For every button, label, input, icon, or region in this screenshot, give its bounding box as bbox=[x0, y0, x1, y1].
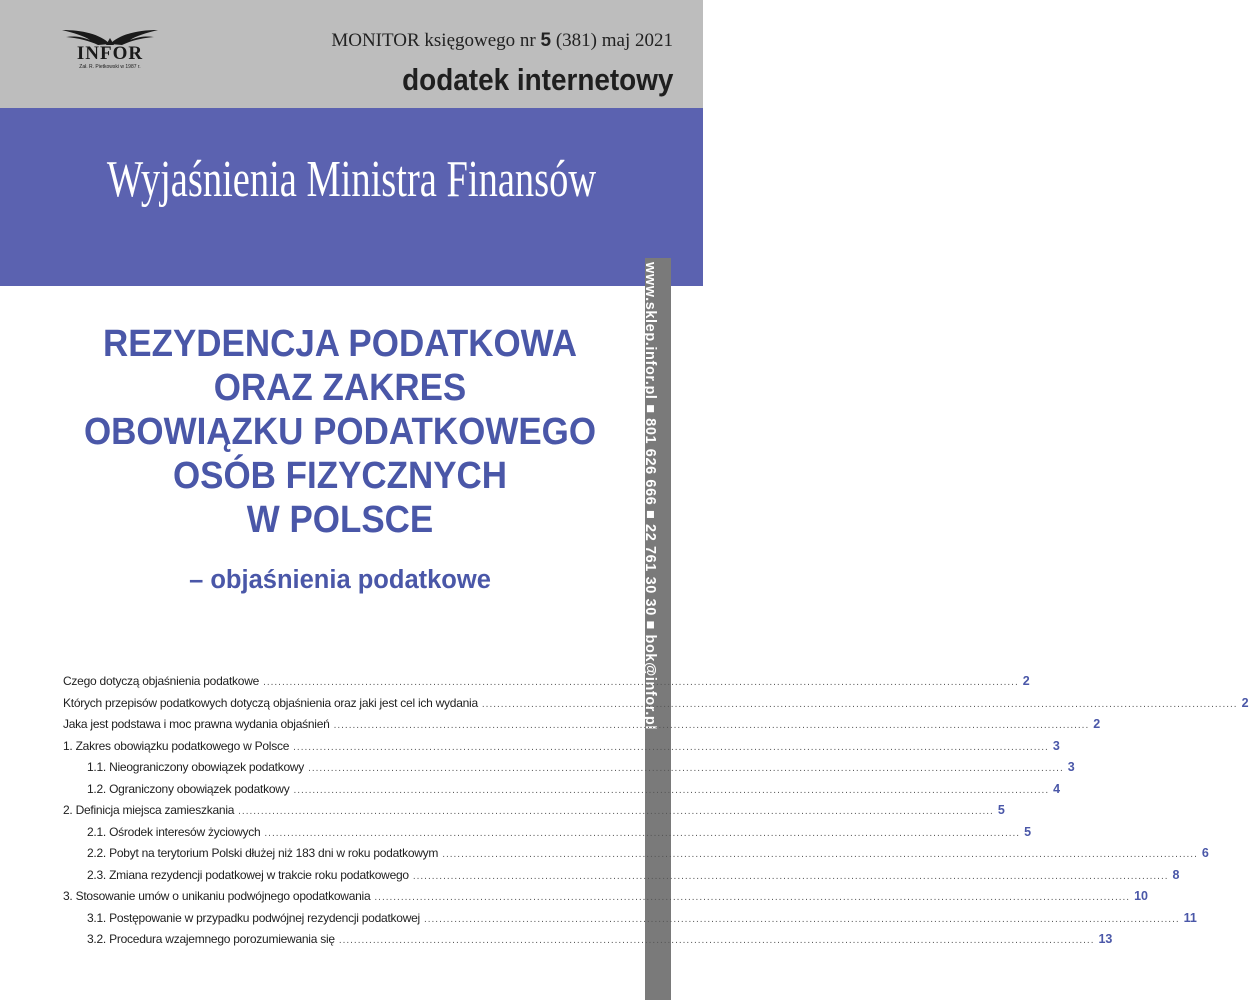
toc-entry[interactable] bbox=[63, 846, 1209, 868]
toc-entry-text: 1.1. Nieograniczony obowiązek podatkowy bbox=[87, 760, 305, 774]
toc-leader-dots: ........................................................................................................................................................................................................ bbox=[263, 677, 1019, 688]
toc-leader-dots: ........................................................................................................................................................................................................ bbox=[412, 870, 1169, 882]
series-title: Wyjaśnienia Ministra Finansów bbox=[106, 151, 597, 208]
issue-number: 5 bbox=[540, 30, 552, 51]
supplement-label: dodatek internetowy bbox=[401, 62, 673, 97]
toc-page-number: 13 bbox=[1098, 932, 1113, 946]
publisher-logo bbox=[60, 24, 160, 72]
toc-leader-dots: ........................................................................................................................................................................................................ bbox=[338, 935, 1095, 946]
toc-leader-dots: ........................................................................................................................................................................................................ bbox=[442, 849, 1198, 860]
issue-suffix: (381) maj 2021 bbox=[555, 30, 673, 51]
toc-page-number: 6 bbox=[1201, 846, 1209, 860]
toc-page-number: 10 bbox=[1134, 889, 1148, 903]
toc-page-number: 2 bbox=[1093, 717, 1101, 731]
toc-entry[interactable] bbox=[63, 932, 1113, 954]
toc-page-number: 5 bbox=[1024, 824, 1032, 839]
issue-info bbox=[331, 30, 673, 52]
logo-wordmark: INFOR bbox=[76, 43, 144, 64]
toc-leader-dots: ........................................................................................................................................................................................................ bbox=[264, 827, 1021, 839]
toc-leader-dots: ........................................................................................................................................................................................................ bbox=[293, 741, 1049, 753]
toc-entry[interactable] bbox=[63, 889, 1148, 911]
title-line: OBOWIĄZKU PODATKOWEGO bbox=[83, 411, 597, 453]
toc-entry-text: Jaka jest podstawa i moc prawna wydania objaśnień bbox=[63, 717, 330, 731]
toc-page-number: 2 bbox=[1022, 674, 1030, 688]
toc-entry-text: 3.2. Procedura wzajemnego porozumiewania się bbox=[87, 932, 335, 946]
title-line: ORAZ ZAKRES bbox=[213, 367, 467, 409]
toc-leader-dots: ........................................................................................................................................................................................................ bbox=[374, 892, 1131, 903]
title-line: OSÓB FIZYCZNYCH bbox=[172, 455, 508, 497]
toc-entry-text: 1. Zakres obowiązku podatkowego w Polsce bbox=[63, 738, 290, 753]
table-of-contents bbox=[63, 674, 1249, 954]
toc-entry-text: Których przepisów podatkowych dotyczą objaśnienia oraz jaki jest cel ich wydania bbox=[63, 695, 478, 710]
title-line: REZYDENCJA PODATKOWA bbox=[103, 323, 577, 365]
toc-entry[interactable] bbox=[63, 910, 1197, 933]
toc-page-number: 2 bbox=[1241, 695, 1249, 710]
toc-entry[interactable] bbox=[63, 717, 1101, 739]
toc-page-number: 3 bbox=[1052, 738, 1060, 753]
title-line: W POLSCE bbox=[246, 499, 434, 541]
toc-leader-dots: ........................................................................................................................................................................................................ bbox=[293, 784, 1050, 796]
issue-prefix: MONITOR księgowego nr bbox=[331, 30, 536, 51]
toc-page-number: 3 bbox=[1067, 760, 1075, 774]
toc-entry[interactable] bbox=[63, 674, 1030, 696]
toc-entry-text: 3.1. Postępowanie w przypadku podwójnej rezydencji podatkowej bbox=[87, 910, 420, 925]
toc-leader-dots: ........................................................................................................................................................................................................ bbox=[308, 763, 1064, 774]
toc-entry[interactable] bbox=[63, 760, 1075, 782]
toc-entry[interactable] bbox=[63, 781, 1061, 804]
toc-leader-dots: ........................................................................................................................................................................................................ bbox=[333, 720, 1090, 731]
toc-leader-dots: ........................................................................................................................................................................................................ bbox=[481, 698, 1238, 710]
toc-entry[interactable] bbox=[63, 695, 1249, 718]
contact-info: www.sklep.infor.pl ■ 801 626 666 ■ 22 761 30 30 ■ bok@infor.pl bbox=[642, 262, 658, 730]
toc-page-number: 8 bbox=[1172, 867, 1180, 882]
toc-page-number: 4 bbox=[1053, 781, 1061, 796]
toc-entry-text: 2.1. Ośrodek interesów życiowych bbox=[87, 824, 261, 839]
toc-entry-text: 3. Stosowanie umów o unikaniu podwójnego opodatkowania bbox=[63, 889, 371, 903]
document-title bbox=[40, 322, 640, 542]
toc-entry[interactable] bbox=[63, 824, 1032, 847]
toc-entry-text: Czego dotyczą objaśnienia podatkowe bbox=[63, 674, 260, 688]
toc-entry-text: 1.2. Ograniczony obowiązek podatkowy bbox=[87, 781, 290, 796]
toc-entry-text: 2.2. Pobyt na terytorium Polski dłużej niż 183 dni w roku podatkowym bbox=[87, 846, 439, 860]
logo-tagline: Zał. R. Pietkowski w 1987 r. bbox=[79, 64, 141, 70]
toc-entry-text: 2. Definicja miejsca zamieszkania bbox=[63, 803, 235, 817]
toc-page-number: 5 bbox=[997, 803, 1005, 817]
toc-page-number: 11 bbox=[1183, 910, 1197, 925]
toc-entry[interactable] bbox=[63, 867, 1180, 890]
document-subtitle: – objaśnienia podatkowe bbox=[189, 566, 491, 594]
toc-entry-text: 2.3. Zmiana rezydencji podatkowej w trakcie roku podatkowego bbox=[87, 867, 409, 882]
toc-leader-dots: ........................................................................................................................................................................................................ bbox=[423, 913, 1180, 925]
toc-leader-dots: ........................................................................................................................................................................................................ bbox=[238, 806, 994, 817]
toc-entry[interactable] bbox=[63, 803, 1005, 825]
toc-entry[interactable] bbox=[63, 738, 1060, 761]
